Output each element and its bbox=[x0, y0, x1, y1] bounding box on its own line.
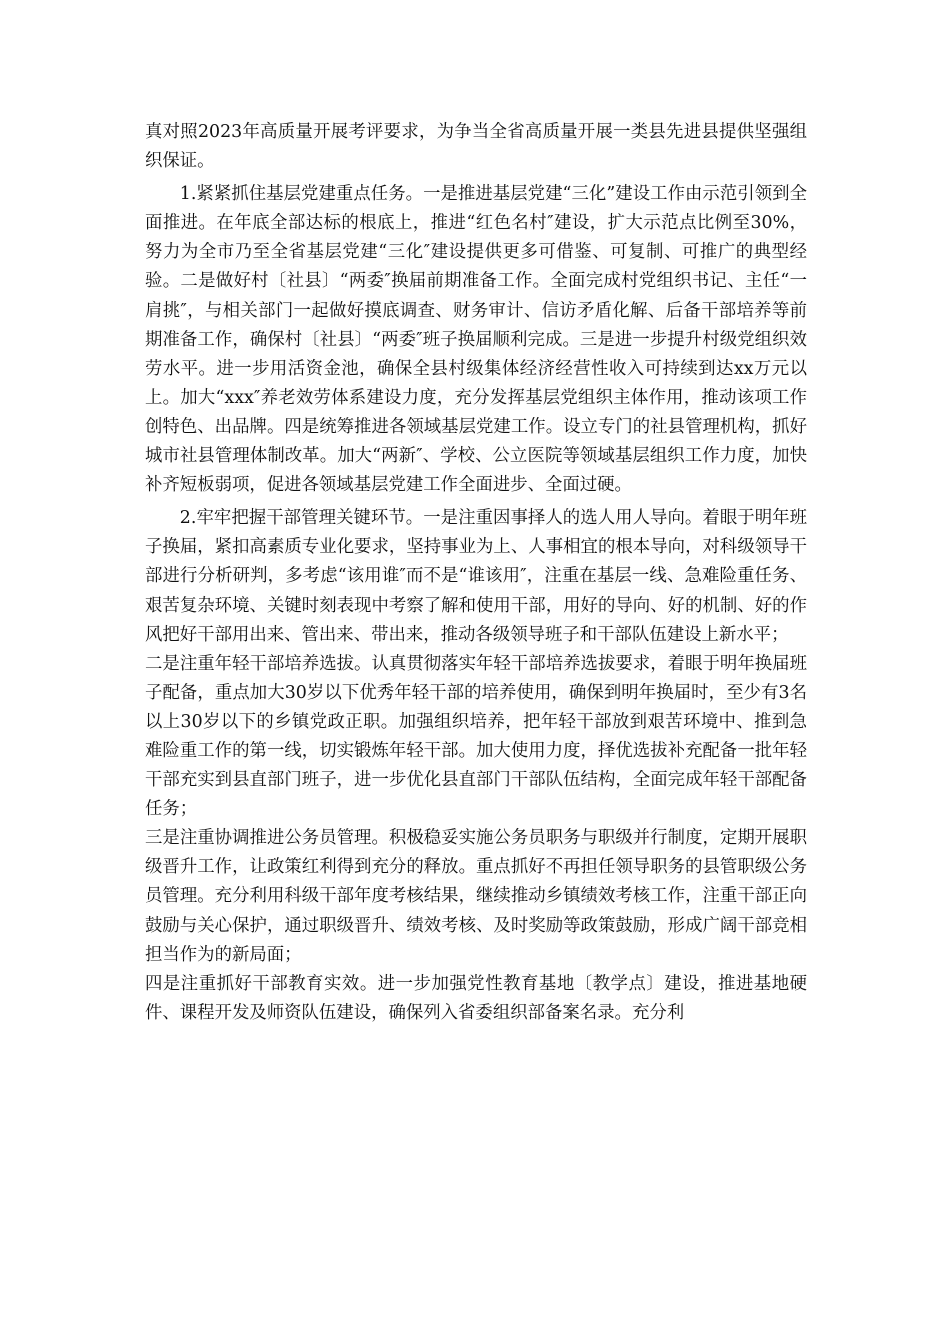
paragraph-intro-tail: 真对照2023年高质量开展考评要求，为争当全省高质量开展一类县先进县提供坚强组织保证。 bbox=[145, 122, 807, 172]
paragraph-section-2: 2.牢牢把握干部管理关键环节。一是注重因事择人的选人用人导向。着眼于明年班子换届，紧扣高素质专业化要求，坚持事业为上、人事相宜的根本导向，对科级领导干部进行分析研判，多考虑“该用谁″而不是“谁该用″，注重在基层一线、急难险重任务、艰苦复杂环境、关键时刻表现中考察了解和使用干部，用好的导向、好的机制、好的作风把好干部用出来、管出来、带出来，推动各级领导班子和干部队伍建设上新水平； bbox=[145, 508, 807, 645]
paragraph-section-2-item-4: 四是注重抓好干部教育实效。进一步加强党性教育基地〔教学点〕建设，推进基地硬件、课程开发及师资队伍建设，确保列入省委组织部备案名录。充分利 bbox=[145, 973, 807, 1023]
paragraph-section-1: 1.紧紧抓住基层党建重点任务。一是推进基层党建“三化”建设工作由示范引领到全面推进。在年底全部达标的根底上，推进“红色名村″建设，扩大示范点比例至30%，努力为全市乃至全省基层党建“三化″建设提供更多可借鉴、可复制、可推广的典型经验。二是做好村〔社县〕“两委″换届前期准备工作。全面完成村党组织书记、主任“一肩挑″，与相关部门一起做好摸底调查、财务审计、信访矛盾化解、后备干部培养等前期准备工作，确保村〔社县〕“两委″班子换届顺利完成。三是进一步提升村级党组织效劳水平。进一步用活资金池，确保全县村级集体经济经营性收入可持续到达xx万元以上。加大“xxx″养老效劳体系建设力度，充分发挥基层党组织主体作用，推动该项工作创特色、出品牌。四是统筹推进各领域基层党建工作。设立专门的社县管理机构，抓好城市社县管理体制改革。加大“两新″、学校、公立医院等领域基层组织工作力度，加快补齐短板弱项，促进各领域基层党建工作全面进步、全面过硬。 bbox=[145, 184, 807, 496]
paragraph-section-2-item-2: 二是注重年轻干部培养选拔。认真贯彻落实年轻干部培养选拔要求，着眼于明年换届班子配备，重点加大30岁以下优秀年轻干部的培养使用，确保到明年换届时，至少有3名以上30岁以下的乡镇党政正职。加强组织培养，把年轻干部放到艰苦环境中、推到急难险重工作的第一线，切实锻炼年轻干部。加大使用力度，择优选拔补充配备一批年轻干部充实到县直部门班子，进一步优化县直部门干部队伍结构，全面完成年轻干部配备任务； bbox=[145, 653, 807, 820]
document-page bbox=[145, 118, 807, 1028]
paragraph-section-2-item-3: 三是注重协调推进公务员管理。积极稳妥实施公务员职务与职级并行制度，定期开展职级晋升工作，让政策红利得到充分的释放。重点抓好不再担任领导职务的县管职级公务员管理。充分利用科级干部年度考核结果，继续推动乡镇绩效考核工作，注重干部正向鼓励与关心保护，通过职级晋升、绩效考核、及时奖励等政策鼓励，形成广阔干部竞相担当作为的新局面； bbox=[145, 828, 807, 965]
